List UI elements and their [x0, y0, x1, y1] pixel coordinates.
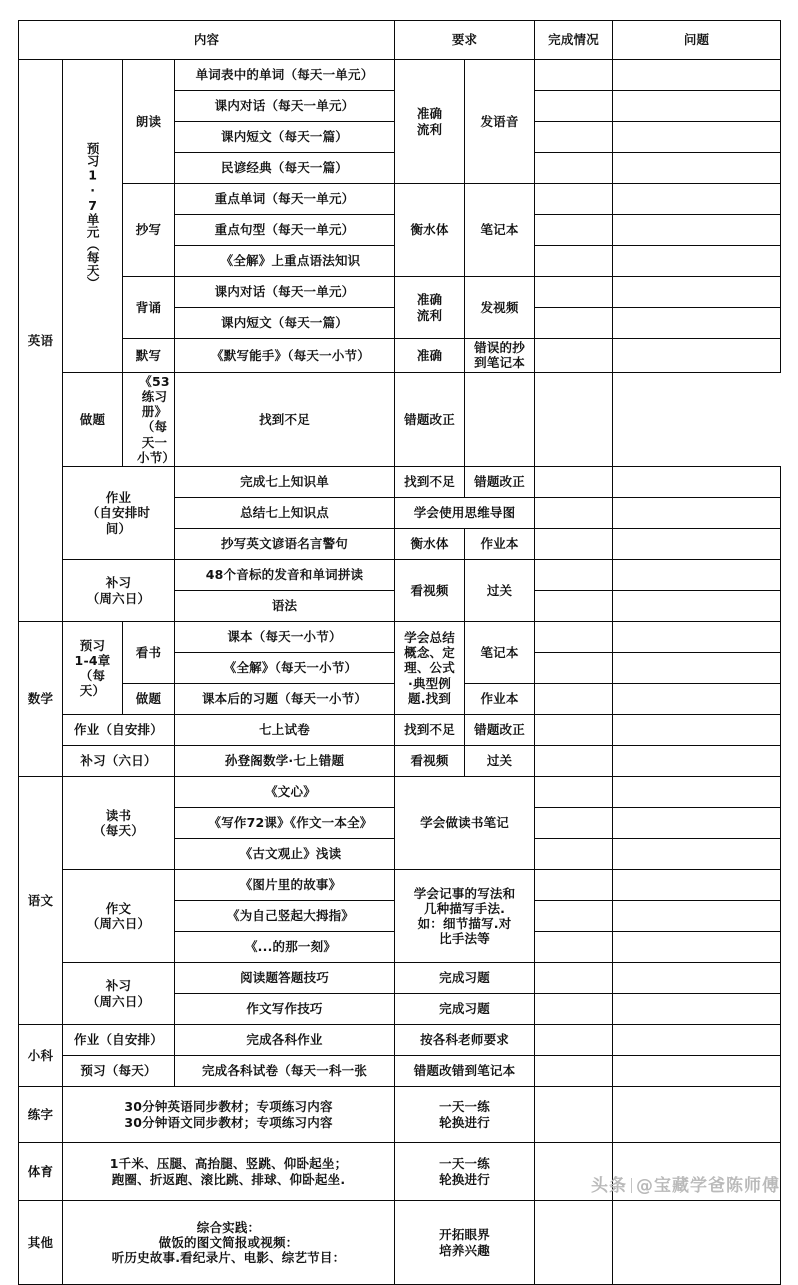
stage-line-1: 补习 [105, 575, 132, 591]
req-line-1: 学会总结 [404, 629, 455, 645]
requirement-cell [395, 60, 465, 184]
table-row [19, 870, 781, 901]
table-row [19, 777, 781, 808]
problem-cell[interactable] [613, 870, 781, 901]
table-row [19, 467, 781, 498]
status-cell[interactable] [535, 60, 613, 91]
problem-cell[interactable] [613, 684, 781, 715]
problem-cell[interactable] [613, 215, 781, 246]
stage-line-2: 1-4章 [74, 652, 111, 668]
content-cell: 七上试卷 [175, 715, 395, 746]
req-line-2: 流利 [416, 307, 443, 323]
note-cell: 作业本 [465, 684, 535, 715]
problem-cell[interactable] [613, 246, 781, 277]
note-cell: 笔记本 [465, 622, 535, 684]
content-cell: 课内对话（每天一单元） [175, 91, 395, 122]
status-cell[interactable] [465, 372, 535, 467]
content-cell: 课内短文（每天一篇） [175, 308, 395, 339]
status-cell[interactable] [535, 808, 613, 839]
problem-cell[interactable] [613, 994, 781, 1025]
other-content [63, 1201, 395, 1285]
table-row [19, 372, 781, 467]
status-cell[interactable] [535, 184, 613, 215]
content-cell: 课本（每天一小节） [175, 622, 395, 653]
problem-cell[interactable] [613, 529, 781, 560]
problem-cell[interactable] [613, 777, 781, 808]
status-cell[interactable] [535, 498, 613, 529]
stage-minor-preview: 预习（每天） [63, 1056, 175, 1087]
status-cell[interactable] [535, 1087, 613, 1143]
subject-chinese: 语文 [19, 777, 63, 1025]
content-cell: 语法 [175, 591, 395, 622]
status-cell[interactable] [535, 308, 613, 339]
status-cell[interactable] [535, 246, 613, 277]
other-line-1: 综合实践： [196, 1219, 261, 1235]
table-row [19, 339, 781, 373]
other-line-2: 做饭的图文简报或视频： [158, 1234, 299, 1250]
status-cell[interactable] [535, 870, 613, 901]
requirement-cell: 看视频 [395, 560, 465, 622]
req-line-1: 一天一练 [439, 1156, 490, 1172]
status-cell[interactable] [535, 777, 613, 808]
requirement-cell [395, 622, 465, 715]
table-row [19, 60, 781, 91]
requirement-cell [395, 1087, 535, 1143]
requirement-cell: 衡水体 [395, 529, 465, 560]
status-cell[interactable] [535, 467, 613, 498]
req-line-3: 理、公式 [404, 660, 455, 676]
content-cell: 重点单词（每天一单元） [175, 184, 395, 215]
content-cell: 阅读题答题技巧 [175, 963, 395, 994]
requirement-cell: 衡水体 [395, 184, 465, 277]
note-line-2: 到笔记本 [474, 355, 525, 371]
req-line-1: 一天一练 [439, 1099, 490, 1115]
table-row [19, 622, 781, 653]
status-cell[interactable] [535, 932, 613, 963]
req-line-1: 准确 [416, 292, 443, 308]
problem-cell[interactable] [613, 715, 781, 746]
subject-minor: 小科 [19, 1025, 63, 1087]
table-row [19, 1025, 781, 1056]
table-row [19, 1056, 781, 1087]
problem-cell[interactable] [613, 467, 781, 498]
content-cell: 完成各科试卷（每天一科一张 [175, 1056, 395, 1087]
stage-line-4: 天） [79, 683, 106, 699]
problem-cell[interactable] [613, 839, 781, 870]
status-cell[interactable] [535, 963, 613, 994]
table-row [19, 560, 781, 591]
subject-math: 数学 [19, 622, 63, 777]
requirement-cell: 完成习题 [395, 994, 535, 1025]
requirement-cell [395, 277, 465, 339]
req-line-4: 比手法等 [439, 931, 490, 947]
requirement-cell: 找到不足 [395, 715, 465, 746]
watermark-author: @宝藏学爸陈师傅 [636, 1176, 780, 1196]
table-header-row [19, 21, 781, 60]
activity-copy: 抄写 [123, 184, 175, 277]
status-cell[interactable] [535, 1056, 613, 1087]
activity-read-book: 看书 [123, 622, 175, 684]
content-cell: 重点句型（每天一单元） [175, 215, 395, 246]
handwriting-line-2: 30分钟语文同步教材；专项练习内容 [124, 1114, 333, 1130]
req-line-4: ·典型例 [408, 675, 452, 691]
activity-read-aloud: 朗读 [123, 60, 175, 184]
req-line-1: 学会记事的写法和 [413, 885, 516, 901]
stage-line-3: 间） [105, 520, 132, 536]
study-plan-table [18, 20, 781, 1285]
req-line-2: 几种描写手法. [423, 900, 506, 916]
subject-english: 英语 [19, 60, 63, 622]
note-cell: 错题改正 [395, 372, 465, 467]
status-cell[interactable] [535, 122, 613, 153]
req-line-2: 概念、定 [404, 645, 455, 661]
subject-handwriting: 练字 [19, 1087, 63, 1143]
table-row [19, 746, 781, 777]
status-cell[interactable] [535, 684, 613, 715]
stage-line-1: 补习 [105, 978, 132, 994]
stage-line-1: 作业 [105, 490, 132, 506]
problem-cell[interactable] [613, 184, 781, 215]
problem-cell[interactable] [613, 91, 781, 122]
pe-line-2: 跑圈、折返跑、滚比跳、排球、仰卧起坐. [111, 1171, 346, 1187]
stage-chinese-read [63, 777, 175, 870]
problem-cell[interactable] [613, 622, 781, 653]
req-line-2: 培养兴趣 [439, 1242, 490, 1258]
table-row [19, 963, 781, 994]
stage-line-1: 读书 [105, 807, 132, 823]
req-line-2: 轮换进行 [439, 1171, 490, 1187]
status-cell[interactable] [535, 529, 613, 560]
content-cell: 课内短文（每天一篇） [175, 122, 395, 153]
problem-cell[interactable] [613, 277, 781, 308]
content-cell: 单词表中的单词（每天一单元） [175, 60, 395, 91]
stage-minor-homework: 作业（自安排） [63, 1025, 175, 1056]
problem-cell[interactable] [613, 808, 781, 839]
content-cell: 抄写英文谚语名言警句 [175, 529, 395, 560]
req-line-2: 流利 [416, 121, 443, 137]
content-cell: 《53练习册》（每天一小节） [123, 372, 175, 467]
header-requirement: 要求 [395, 21, 535, 60]
status-cell[interactable] [535, 994, 613, 1025]
stage-line-2: （周六日） [86, 993, 151, 1009]
problem-cell[interactable] [613, 591, 781, 622]
content-cell: 《为自己竖起大拇指》 [175, 901, 395, 932]
requirement-cell [395, 1143, 535, 1201]
problem-cell[interactable] [613, 1056, 781, 1087]
status-cell[interactable] [535, 339, 613, 373]
content-cell: 《图片里的故事》 [175, 870, 395, 901]
stage-line-2: （每天） [93, 823, 144, 838]
handwriting-line-1: 30分钟英语同步教材；专项练习内容 [124, 1099, 333, 1115]
status-cell[interactable] [535, 1201, 613, 1285]
pe-line-1: 1千米、压腿、高抬腿、竖跳、仰卧起坐； [109, 1156, 348, 1172]
status-cell[interactable] [535, 746, 613, 777]
content-cell: 《写作72课》《作文一本全》 [175, 808, 395, 839]
watermark [591, 1171, 780, 1196]
activity-exercises: 做题 [63, 372, 123, 467]
problem-cell[interactable] [613, 60, 781, 91]
table-row [19, 184, 781, 215]
activity-recite: 背诵 [123, 277, 175, 339]
note-line-1: 错误的抄 [474, 340, 525, 355]
problem-cell[interactable] [613, 1087, 781, 1143]
table-row [19, 715, 781, 746]
requirement-cell [395, 870, 535, 963]
requirement-cell: 完成习题 [395, 963, 535, 994]
content-cell: 总结七上知识点 [175, 498, 395, 529]
pe-content [63, 1143, 395, 1201]
problem-cell[interactable] [613, 932, 781, 963]
requirement-cell: 找到不足 [395, 467, 465, 498]
content-cell: 作文写作技巧 [175, 994, 395, 1025]
content-cell: 48个音标的发音和单词拼读 [175, 560, 395, 591]
content-cell: 《...的那一刻》 [175, 932, 395, 963]
note-cell: 错题改正 [465, 467, 535, 498]
stage-english-preview: 预习1·7单元（每天） [63, 60, 123, 373]
subject-other: 其他 [19, 1201, 63, 1285]
status-cell[interactable] [535, 591, 613, 622]
note-cell: 笔记本 [465, 184, 535, 277]
problem-cell[interactable] [613, 653, 781, 684]
problem-cell[interactable] [613, 1025, 781, 1056]
stage-line-3: （每 [79, 668, 106, 683]
watermark-platform: 头条 [591, 1176, 627, 1196]
status-cell[interactable] [535, 622, 613, 653]
stage-math-homework: 作业（自安排） [63, 715, 175, 746]
problem-cell[interactable] [613, 308, 781, 339]
table-row [19, 1087, 781, 1143]
problem-cell[interactable] [613, 339, 781, 373]
problem-cell[interactable] [613, 153, 781, 184]
note-cell: 过关 [465, 560, 535, 622]
content-cell: 完成七上知识单 [175, 467, 395, 498]
problem-cell[interactable] [613, 1201, 781, 1285]
status-cell[interactable] [535, 153, 613, 184]
content-cell: 《全解》上重点语法知识 [175, 246, 395, 277]
content-cell: 《默写能手》（每天一小节） [175, 339, 395, 373]
requirement-cell: 学会使用思维导图 [395, 498, 535, 529]
status-cell[interactable] [535, 560, 613, 591]
table-row [19, 1201, 781, 1285]
note-cell: 过关 [465, 746, 535, 777]
requirement-cell: 找到不足 [175, 372, 395, 467]
req-line-1: 开拓眼界 [439, 1227, 490, 1243]
stage-line-1: 作文 [105, 900, 132, 916]
stage-line-2: （周六日） [86, 916, 151, 931]
content-cell: 课内对话（每天一单元） [175, 277, 395, 308]
header-content: 内容 [19, 21, 395, 60]
requirement-cell: 错题改错到笔记本 [395, 1056, 535, 1087]
subject-pe: 体育 [19, 1143, 63, 1201]
content-cell: 《古文观止》浅读 [175, 839, 395, 870]
stage-english-homework [63, 467, 175, 560]
status-cell[interactable] [535, 215, 613, 246]
problem-cell[interactable] [613, 963, 781, 994]
table-row [19, 277, 781, 308]
note-cell: 发语音 [465, 60, 535, 184]
stage-chinese-tutor [63, 963, 175, 1025]
stage-line-1: 预习 [79, 637, 106, 653]
problem-cell[interactable] [613, 498, 781, 529]
problem-cell[interactable] [613, 122, 781, 153]
requirement-cell [395, 1201, 535, 1285]
status-cell[interactable] [535, 1025, 613, 1056]
problem-cell[interactable] [613, 560, 781, 591]
header-problem: 问题 [613, 21, 781, 60]
req-line-1: 准确 [416, 106, 443, 122]
content-cell: 完成各科作业 [175, 1025, 395, 1056]
watermark-divider [631, 1178, 632, 1193]
handwriting-content [63, 1087, 395, 1143]
note-cell: 作业本 [465, 529, 535, 560]
stage-line-2: （周六日） [86, 590, 151, 606]
problem-cell[interactable] [613, 901, 781, 932]
status-cell[interactable] [535, 901, 613, 932]
req-line-2: 轮换进行 [439, 1114, 490, 1130]
status-cell[interactable] [535, 839, 613, 870]
status-cell[interactable] [535, 91, 613, 122]
stage-line-2: （自安排时 [86, 505, 151, 521]
content-cell: 《全解》（每天一小节） [175, 653, 395, 684]
req-line-5: 题.找到 [408, 690, 452, 706]
content-cell: 课本后的习题（每天一小节） [175, 684, 395, 715]
req-line-3: 如：细节描写.对 [417, 916, 512, 931]
problem-cell[interactable] [613, 746, 781, 777]
status-cell[interactable] [535, 653, 613, 684]
note-cell: 错题改正 [465, 715, 535, 746]
requirement-cell: 看视频 [395, 746, 465, 777]
status-cell[interactable] [535, 715, 613, 746]
content-cell: 民谚经典（每天一篇） [175, 153, 395, 184]
stage-english-tutor [63, 560, 175, 622]
note-cell [465, 339, 535, 373]
activity-dictation: 默写 [123, 339, 175, 373]
problem-cell[interactable] [535, 372, 613, 467]
other-line-3: 听历史故事.看纪录片、电影、综艺节目： [111, 1250, 346, 1266]
stage-math-tutor: 补习（六日） [63, 746, 175, 777]
stage-chinese-writing [63, 870, 175, 963]
status-cell[interactable] [535, 277, 613, 308]
requirement-cell: 学会做读书笔记 [395, 777, 535, 870]
content-cell: 《文心》 [175, 777, 395, 808]
requirement-cell: 准确 [395, 339, 465, 373]
header-status: 完成情况 [535, 21, 613, 60]
stage-math-preview [63, 622, 123, 715]
activity-exercises: 做题 [123, 684, 175, 715]
content-cell: 孙登阁数学·七上错题 [175, 746, 395, 777]
requirement-cell: 按各科老师要求 [395, 1025, 535, 1056]
note-cell: 发视频 [465, 277, 535, 339]
